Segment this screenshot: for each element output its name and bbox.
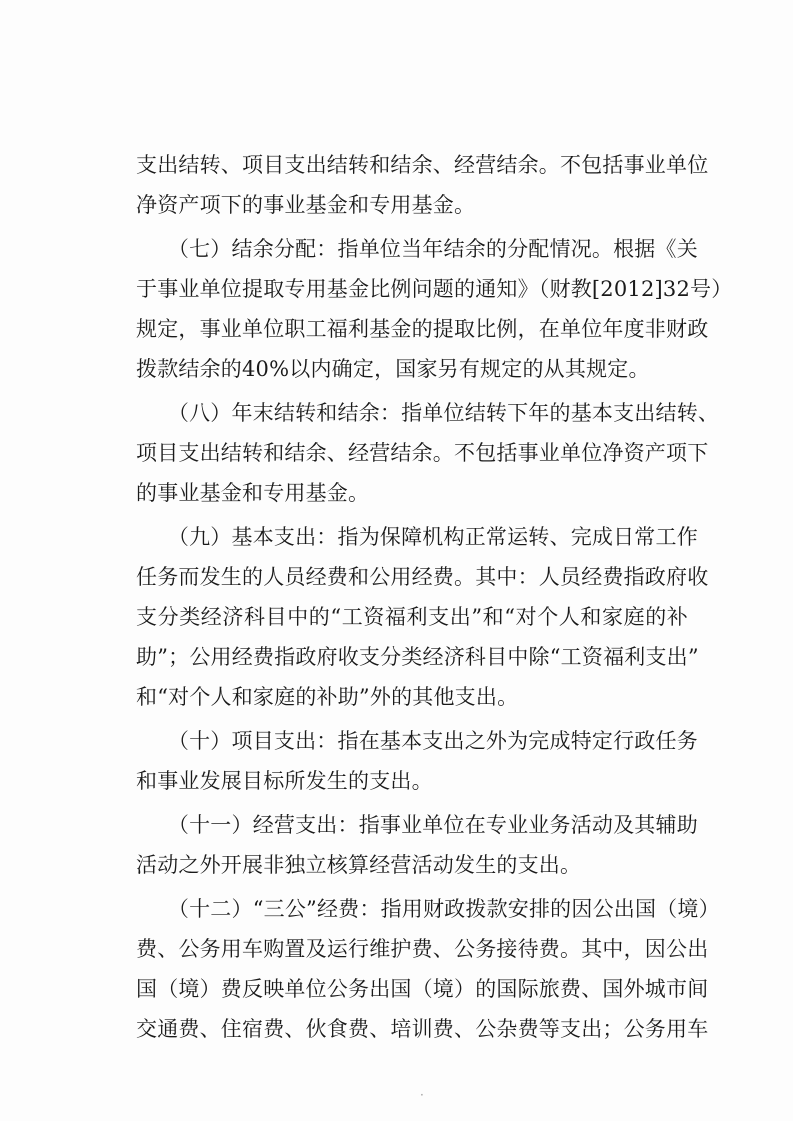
text-line: 费、公务用车购置及运行维护费、公务接待费。其中，因公出 [136, 937, 709, 961]
text-line: 拨款结余的40%以内确定，国家另有规定的从其规定。 [136, 357, 650, 381]
paragraph [136, 721, 698, 801]
text-line: 的事业基金和专用基金。 [136, 481, 370, 505]
text-line: 支出结转、项目支出结转和结余、经营结余。不包括事业单位 [136, 153, 709, 177]
text-line: （九）基本支出：指为保障机构正常运转、完成日常工作 [136, 525, 698, 549]
paragraph [136, 229, 733, 389]
text-line: （十一）经营支出：指事业单位在专业业务活动及其辅助 [136, 813, 698, 837]
paragraph [136, 889, 720, 1049]
text-line: （七）结余分配：指单位当年结余的分配情况。根据《关 [136, 237, 698, 261]
text-line: 交通费、住宿费、伙食费、培训费、公杂费等支出；公务用车 [136, 1017, 709, 1041]
text-line: 和“对个人和家庭的补助”外的其他支出。 [136, 685, 519, 709]
paragraph [136, 145, 709, 225]
paragraph [136, 393, 720, 513]
text-line: （八）年末结转和结余：指单位结转下年的基本支出结转、 [136, 401, 720, 425]
text-line: （十二）“三公”经费：指用财政拨款安排的因公出国（境） [136, 897, 720, 921]
text-line: 规定，事业单位职工福利基金的提取比例，在单位年度非财政 [136, 317, 709, 341]
text-line: 于事业单位提取专用基金比例问题的通知》（财教[2012]32号） [136, 277, 733, 301]
text-line: 项目支出结转和结余、经营结余。不包括事业单位净资产项下 [136, 441, 709, 465]
paragraph [136, 517, 709, 717]
text-line: （十）项目支出：指在基本支出之外为完成特定行政任务 [136, 729, 698, 753]
text-line: 助”；公用经费指政府收支分类经济科目中除“工资福利支出” [136, 645, 699, 669]
text-line: 活动之外开展非独立核算经营活动发生的支出。 [136, 853, 582, 877]
text-line: 任务而发生的人员经费和公用经费。其中：人员经费指政府收 [136, 565, 709, 589]
paragraph [136, 805, 698, 885]
text-line: 国（境）费反映单位公务出国（境）的国际旅费、国外城市间 [136, 977, 709, 1001]
text-line: 净资产项下的事业基金和专用基金。 [136, 193, 476, 217]
document-body [136, 145, 733, 1049]
text-line: 和事业发展目标所发生的支出。 [136, 769, 433, 793]
text-line: 支分类经济科目中的“工资福利支出”和“对个人和家庭的补 [136, 605, 688, 629]
page-footer-mark: · [420, 1088, 424, 1102]
